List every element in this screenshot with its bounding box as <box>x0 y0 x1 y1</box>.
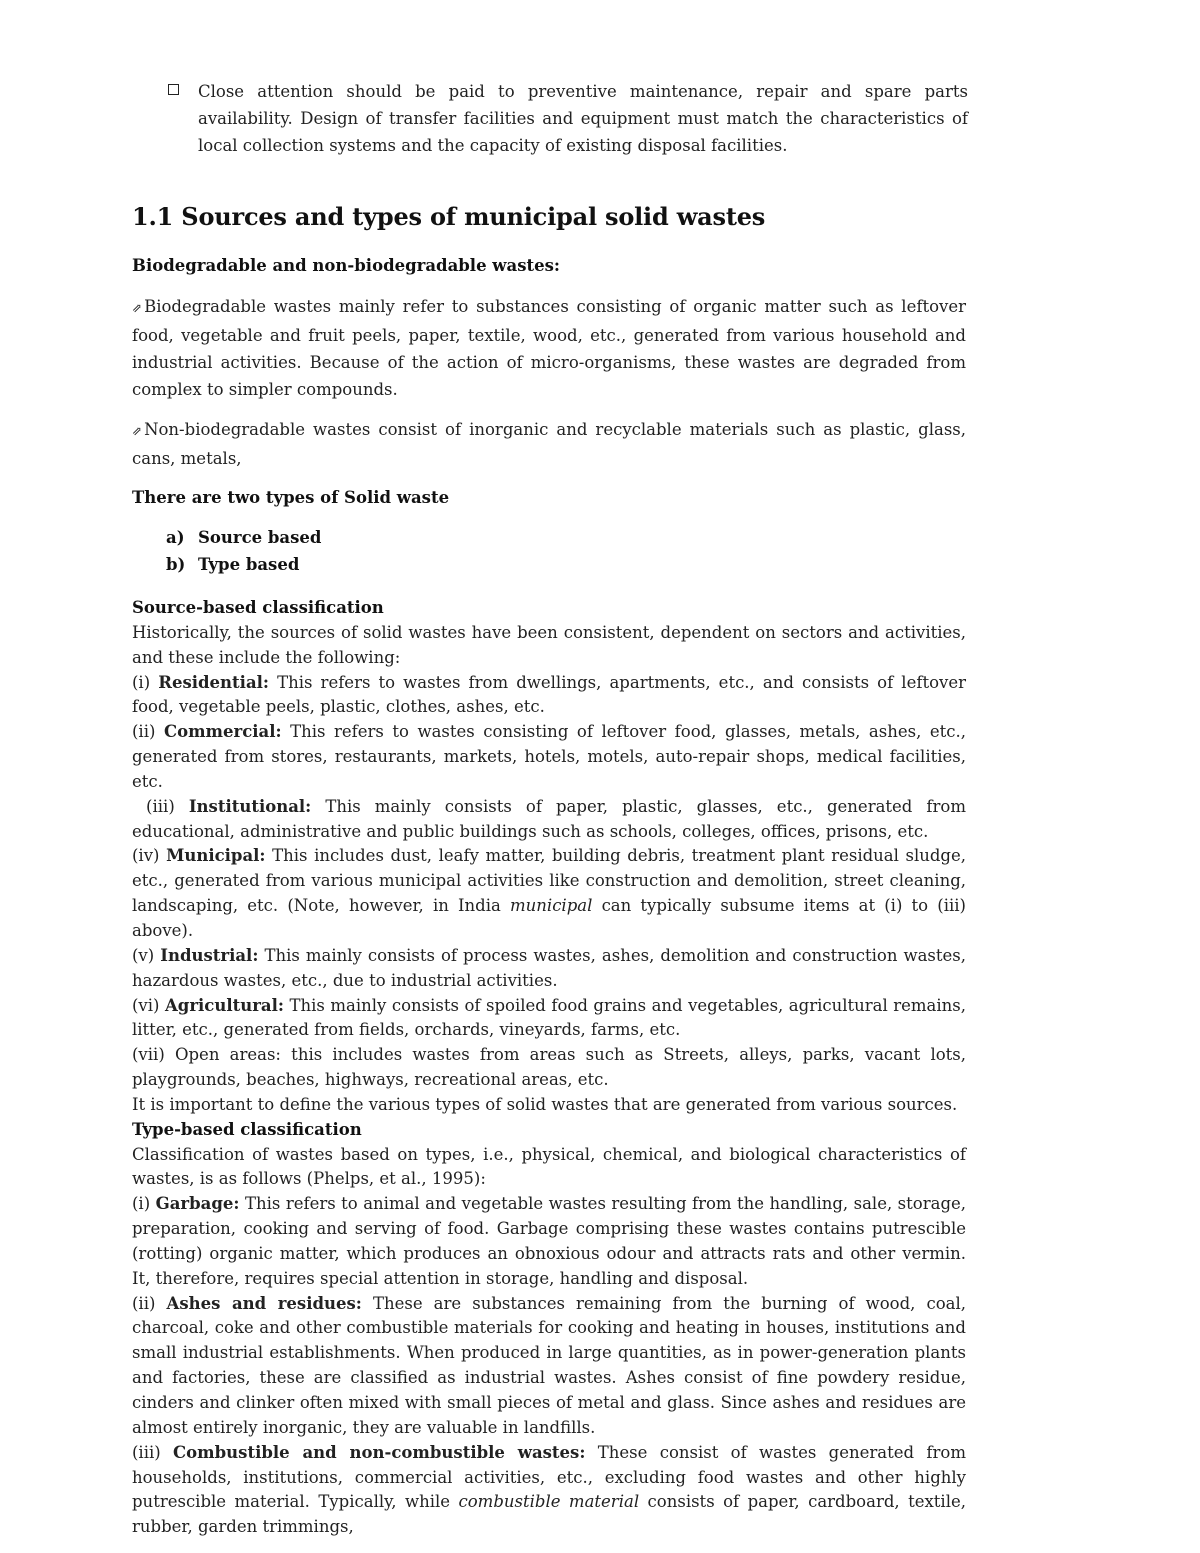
source-item: (i) Residential: This refers to wastes from dwellings, apartments, etc., and consists of leftover food, vegetable peels, plastic, clothes, ashes, etc. <box>132 672 966 717</box>
nonbio-paragraph-text: Non-biodegradable wastes consist of inorganic and recyclable materials such as plastic, glass, cans, metals, <box>132 420 966 468</box>
source-item: (ii) Commercial: This refers to wastes consisting of leftover food, glasses, metals, ashes, etc., generated from stores, restaurants, markets, hotels, motels, auto-repair shops, medical facilities, etc. <box>132 722 966 791</box>
source-closing: It is important to define the various types of solid wastes that are generated from various sources. <box>132 1094 958 1114</box>
source-intro: Historically, the sources of solid wastes have been consistent, dependent on sectors and activities, and these include the following: <box>132 622 966 667</box>
checkbox-bullet-icon <box>168 84 179 95</box>
section-title: 1.1 Sources and types of municipal solid wastes <box>132 202 766 231</box>
type-heading: Type-based classification <box>132 1119 362 1139</box>
source-item: (vii) Open areas: this includes wastes from areas such as Streets, alleys, parks, vacant lots, playgrounds, beaches, highways, recreational areas, etc. <box>132 1045 967 1090</box>
source-item: (vi) Agricultural: This mainly consists of spoiled food grains and vegetables, agricultural remains, litter, etc., generated from fields, orchards, vineyards, farms, etc. <box>132 995 967 1040</box>
type-item: (iii) Combustible and non-combustible wastes: These consist of wastes generated from households, institutions, commercial activities, etc., excluding food wastes and other highly putrescible material. Typically, while combustible material consists of paper, cardboard, textile, rubber, garden trimmings, <box>132 1442 966 1537</box>
type-item: (i) Garbage: This refers to animal and vegetable wastes resulting from the handling, sale, storage, preparation, cooking and serving of food. Garbage comprising these wastes contains putrescible (rotting) organic matter, which produces an obnoxious odour and attracts rats and other vermin. It, therefore, requires special attention in storage, handling and disposal. <box>132 1194 967 1288</box>
type-intro: Classification of wastes based on types, i.e., physical, chemical, and biological characteristics of wastes, is as follows (Phelps, et al., 1995): <box>132 1144 966 1189</box>
classification-body <box>132 596 966 1540</box>
list-item: b) Type based <box>166 555 300 574</box>
bio-paragraph-text: Biodegradable wastes mainly refer to substances consisting of organic matter such as leftover food, vegetable and fruit peels, paper, textile, wood, etc., generated from various household and industrial activities. Because of the action of micro-organisms, these wastes are degraded from complex to simpler compounds. <box>132 297 966 399</box>
source-item: (v) Industrial: This mainly consists of process wastes, ashes, demolition and construction wastes, hazardous wastes, etc., due to industrial activities. <box>132 945 967 990</box>
source-item: (iii) Institutional: This mainly consists of paper, plastic, glasses, etc., generated from educational, administrative and public buildings such as schools, colleges, offices, prisons, etc. <box>132 796 966 841</box>
type-item: (ii) Ashes and residues: These are substances remaining from the burning of wood, coal, charcoal, coke and other combustible materials for cooking and heating in houses, institutions and small industrial establishments. When produced in large quantities, as in power-generation plants and factories, these are classified as industrial wastes. Ashes consist of fine powdery residue, cinders and clinker often mixed with small pieces of metal and glass. Since ashes and residues are almost entirely inorganic, they are valuable in landfills. <box>132 1293 967 1437</box>
bio-heading: Biodegradable and non-biodegradable wastes: <box>132 256 560 275</box>
list-item: a) Source based <box>166 528 322 547</box>
arrow-bullet-icon: ⇗ <box>132 301 143 315</box>
arrow-bullet-icon: ⇗ <box>132 424 143 438</box>
types-heading: There are two types of Solid waste <box>132 488 450 507</box>
source-heading: Source-based classification <box>132 598 384 617</box>
intro-bullet-text: Close attention should be paid to preventive maintenance, repair and spare parts availability. Design of transfer facilities and equipment must match the characteristics of local collection systems and the capacity of existing disposal facilities. <box>198 82 968 155</box>
source-item: (iv) Municipal: This includes dust, leafy matter, building debris, treatment plant residual sludge, etc., generated from various municipal activities like construction and demolition, street cleaning, landscaping, etc. (Note, however, in India municipal can typically subsume items at (i) to (iii) above). <box>132 846 966 940</box>
bio-paragraph <box>132 293 966 403</box>
nonbio-paragraph <box>132 416 966 472</box>
